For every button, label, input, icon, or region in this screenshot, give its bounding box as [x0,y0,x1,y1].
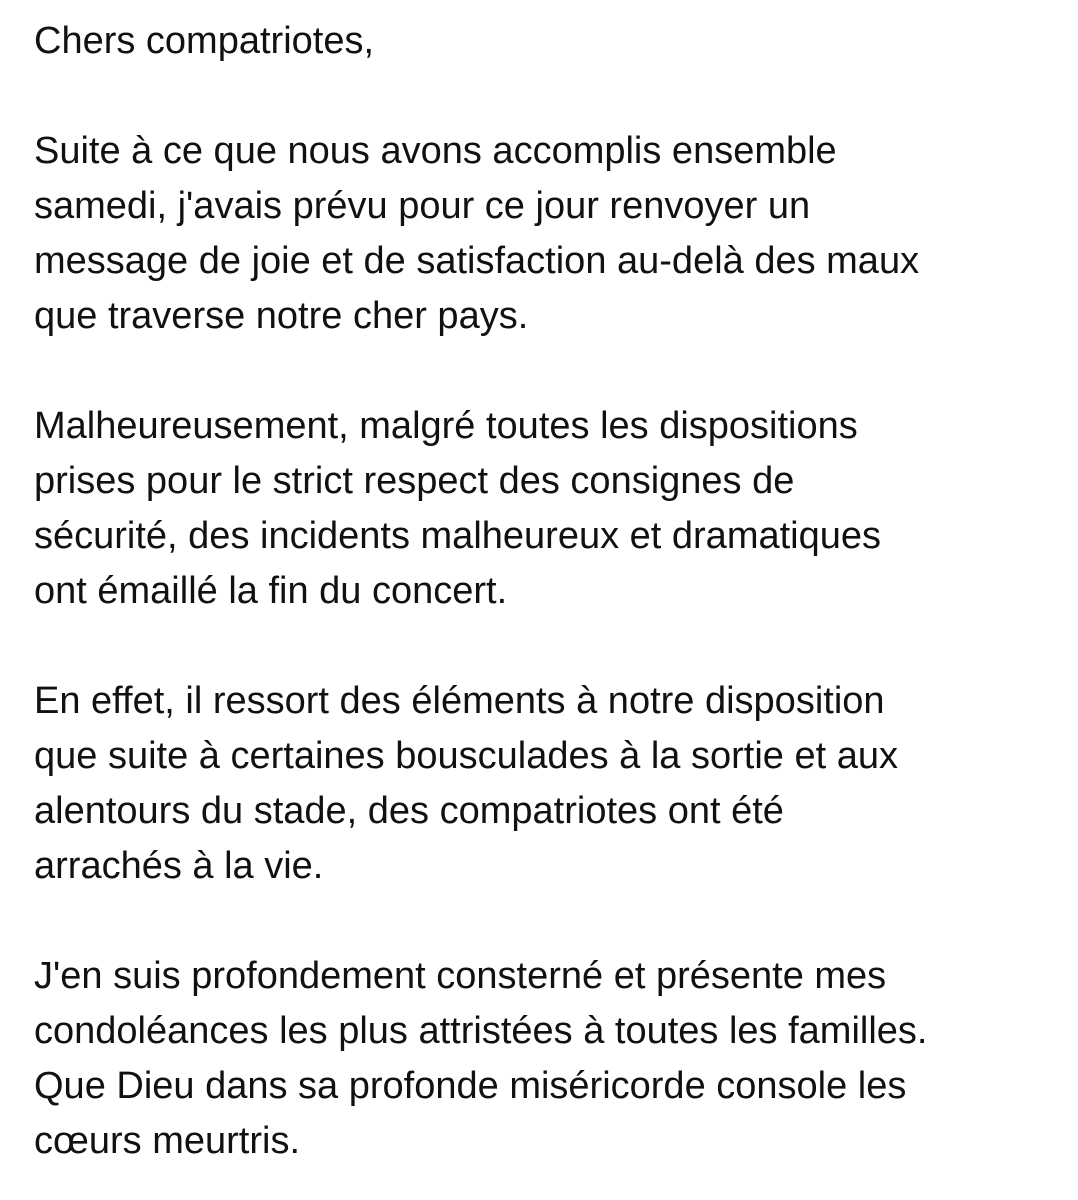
paragraph-line: sécurité, des incidents malheureux et dramatiques [34,515,882,557]
paragraph-line: Que Dieu dans sa profonde miséricorde console les [34,1065,907,1107]
paragraph-line: cœurs meurtris. [34,1120,300,1162]
paragraph-line: que suite à certaines bousculades à la sortie et aux [34,735,898,777]
greeting-line: Chers compatriotes, [34,20,375,62]
paragraph-details [34,674,1064,894]
paragraph-line: prises pour le strict respect des consignes de [34,460,795,502]
paragraph-line: Suite à ce que nous avons accomplis ensemble [34,130,837,172]
paragraph-intro [34,124,1064,344]
paragraph-line: que traverse notre cher pays. [34,295,529,337]
message-body [34,14,1064,1169]
paragraph-line: arrachés à la vie. [34,845,324,887]
paragraph-line: message de joie et de satisfaction au-delà des maux [34,240,920,282]
paragraph-line: samedi, j'avais prévu pour ce jour renvoyer un [34,185,811,227]
paragraph-condolences [34,949,1064,1169]
paragraph-line: alentours du stade, des compatriotes ont été [34,790,784,832]
paragraph-line: condoléances les plus attristées à toutes les familles. [34,1010,928,1052]
paragraph-line: ont émaillé la fin du concert. [34,570,508,612]
paragraph-line: J'en suis profondement consterné et présente mes [34,955,887,997]
paragraph-line: En effet, il ressort des éléments à notre disposition [34,680,885,722]
paragraph-line: Malheureusement, malgré toutes les dispositions [34,405,858,447]
paragraph-incidents [34,399,1064,619]
